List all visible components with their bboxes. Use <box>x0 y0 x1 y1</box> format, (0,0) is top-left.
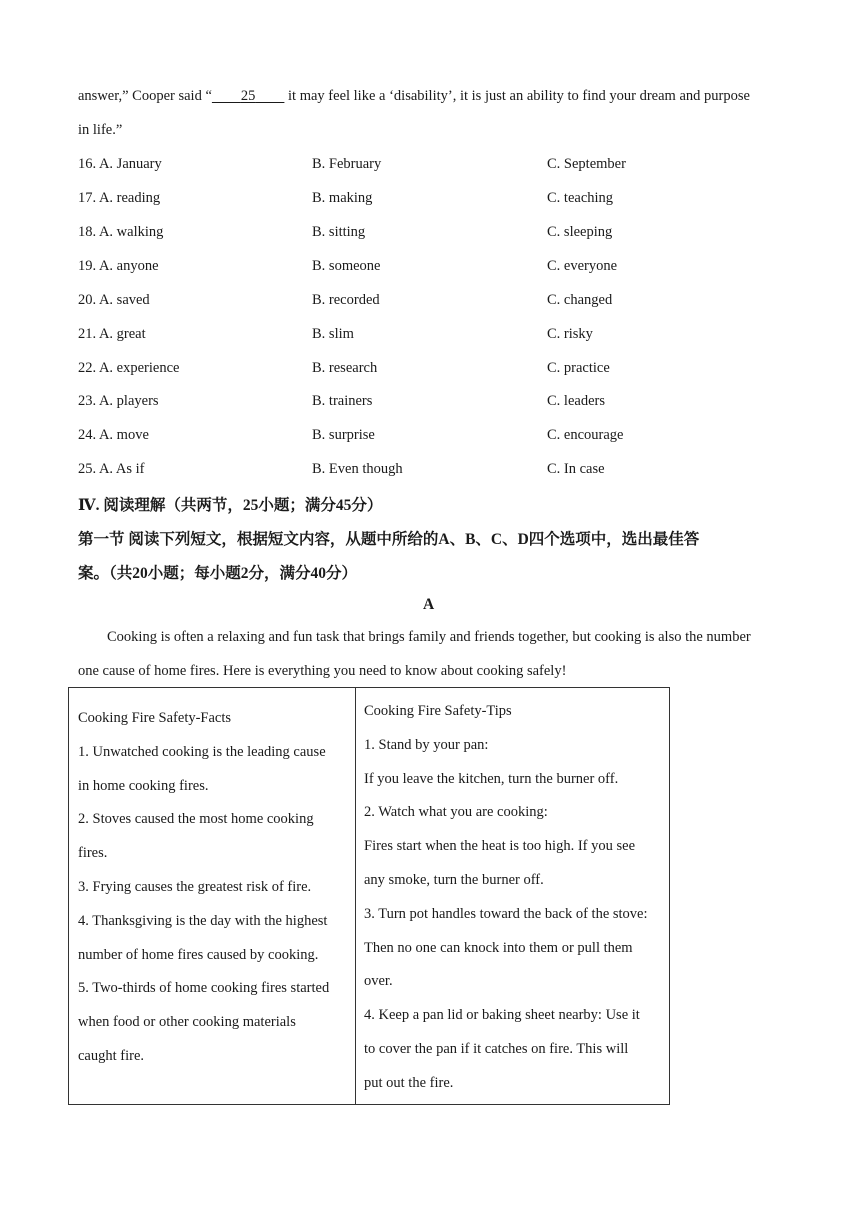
option-row-21 <box>78 326 798 346</box>
option-b: B. slim <box>312 326 354 342</box>
passage-label: A <box>423 596 435 613</box>
option-b: B. Even though <box>312 461 403 477</box>
option-c: C. practice <box>547 360 610 376</box>
option-a: 20. A. saved <box>78 292 150 308</box>
passage-line <box>78 88 750 105</box>
option-a: 16. A. January <box>78 156 162 172</box>
facts-line: 3. Frying causes the greatest risk of fire. <box>78 878 312 895</box>
option-row-17 <box>78 190 798 210</box>
option-b: B. sitting <box>312 224 366 240</box>
tips-line: Then no one can knock into them or pull them <box>364 939 633 956</box>
tips-line: any smoke, turn the burner off. <box>364 871 544 888</box>
facts-line: 2. Stoves caused the most home cooking <box>78 811 314 828</box>
option-row-19 <box>78 258 798 278</box>
facts-line: 5. Two-thirds of home cooking fires started <box>78 980 330 997</box>
safety-table <box>68 687 670 1105</box>
option-c: C. changed <box>547 292 613 308</box>
option-row-23 <box>78 393 798 413</box>
facts-cell <box>69 688 356 1105</box>
option-a: 22. A. experience <box>78 360 180 376</box>
option-a: 17. A. reading <box>78 190 161 206</box>
passage-line: in life.” <box>78 122 123 138</box>
blank-25 <box>212 88 285 105</box>
facts-line: 1. Unwatched cooking is the leading cause <box>78 743 326 760</box>
option-c: C. sleeping <box>547 224 613 240</box>
tips-line: 4. Keep a pan lid or baking sheet nearby: Use it <box>364 1007 640 1024</box>
option-row-20 <box>78 292 798 312</box>
option-c: C. encourage <box>547 427 624 443</box>
option-row-16 <box>78 156 798 176</box>
option-c: C. September <box>547 156 626 172</box>
option-c: C. teaching <box>547 190 614 206</box>
option-b: B. someone <box>312 258 381 274</box>
option-row-25 <box>78 461 798 481</box>
facts-line: fires. <box>78 845 108 862</box>
option-a: 23. A. players <box>78 393 159 409</box>
tips-line: 2. Watch what you are cooking: <box>364 804 548 821</box>
option-a: 24. A. move <box>78 427 149 443</box>
section-instruction: 案。（共20小题；每小题2分，满分40分） <box>78 565 358 582</box>
facts-line: in home cooking fires. <box>78 777 209 794</box>
passage-text: answer,” Cooper said “ <box>78 88 212 104</box>
option-b: B. February <box>312 156 382 172</box>
tips-cell <box>356 688 670 1105</box>
tips-line: Fires start when the heat is too high. If you see <box>364 838 636 855</box>
option-c: C. risky <box>547 326 593 342</box>
tips-line: If you leave the kitchen, turn the burner off. <box>364 770 619 787</box>
passage-intro: one cause of home fires. Here is everything you need to know about cooking safely! <box>78 663 567 679</box>
facts-line: 4. Thanksgiving is the day with the highest <box>78 912 328 929</box>
option-row-18 <box>78 224 798 244</box>
tips-line: 1. Stand by your pan: <box>364 736 489 753</box>
blank-number: 25 <box>240 88 256 104</box>
tips-line: over. <box>364 973 393 990</box>
section-title: Ⅳ. 阅读理解（共两节，25小题；满分45分） <box>78 497 383 514</box>
option-row-22 <box>78 360 798 380</box>
option-b: B. making <box>312 190 373 206</box>
passage-text: it may feel like a ‘disability’, it is just an ability to find your dream and purpose <box>284 88 750 104</box>
option-a: 25. A. As if <box>78 461 145 477</box>
facts-line: number of home fires caused by cooking. <box>78 946 319 963</box>
facts-line: when food or other cooking materials <box>78 1014 296 1031</box>
option-b: B. surprise <box>312 427 375 443</box>
option-a: 19. A. anyone <box>78 258 159 274</box>
section-instruction: 第一节 阅读下列短文，根据短文内容，从题中所给的A、B、C、D四个选项中，选出最佳答 <box>78 531 700 548</box>
option-a: 18. A. walking <box>78 224 164 240</box>
tips-title: Cooking Fire Safety-Tips <box>364 703 512 719</box>
option-c: C. everyone <box>547 258 618 274</box>
tips-line: 3. Turn pot handles toward the back of the stove: <box>364 905 648 922</box>
tips-line: to cover the pan if it catches on fire. This will <box>364 1040 629 1057</box>
option-a: 21. A. great <box>78 326 146 342</box>
option-b: B. recorded <box>312 292 380 308</box>
facts-title: Cooking Fire Safety-Facts <box>78 710 232 726</box>
passage-intro: Cooking is often a relaxing and fun task that brings family and friends together, but cooking is also the number <box>107 629 751 645</box>
option-c: C. leaders <box>547 393 605 409</box>
option-b: B. research <box>312 360 378 376</box>
option-b: B. trainers <box>312 393 373 409</box>
facts-line: caught fire. <box>78 1047 145 1064</box>
option-row-24 <box>78 427 798 447</box>
option-c: C. In case <box>547 461 605 477</box>
tips-line: put out the fire. <box>364 1074 454 1091</box>
